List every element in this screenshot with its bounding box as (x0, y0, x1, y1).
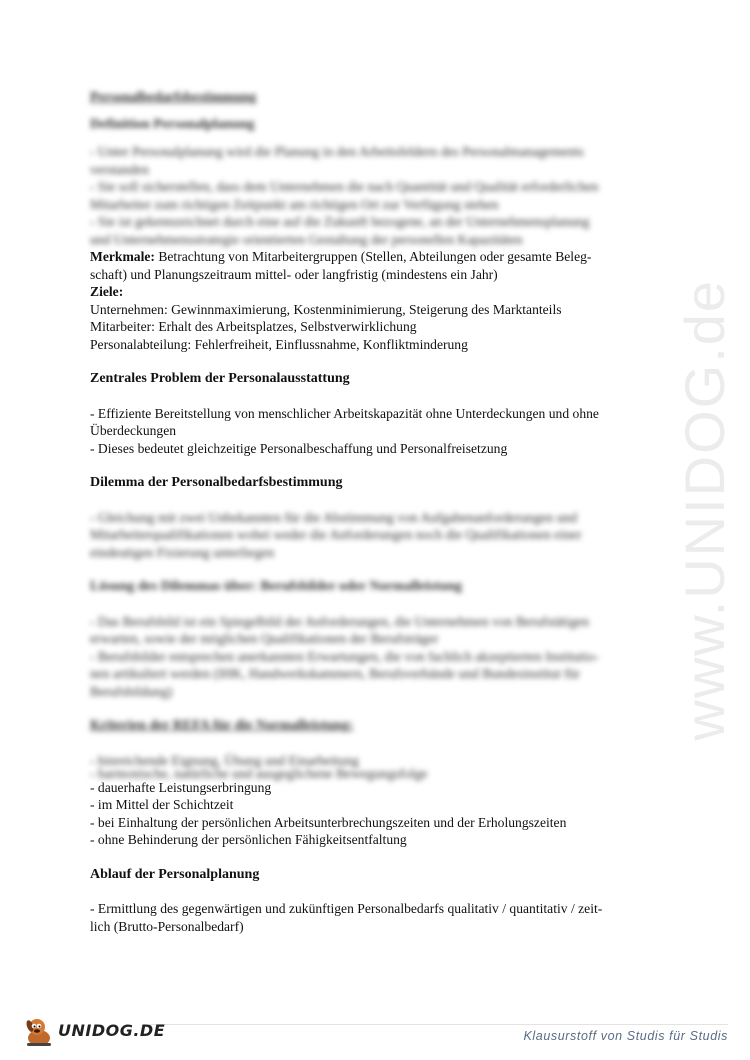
ziele-line: Unternehmen: Gewinnmaximierung, Kostenminimierung, Steigerung des Marktanteils (90, 301, 562, 317)
loesung-line: - Das Berufsbild ist ein Spiegelbild der Anforderungen, die Unternehmen von Berufstätigen (90, 613, 590, 629)
footer-divider (150, 1024, 728, 1025)
definition-line: verstanden (90, 161, 149, 177)
watermark-text: www.UNIDOG.de (673, 279, 737, 741)
logo-text: UNIDOG.DE (58, 1021, 166, 1041)
definition-line: Mitarbeiter zum richtigen Zeitpunkt am richtigen Ort zur Verfügung stehen (90, 196, 499, 212)
document-title: Personalbedarfsbestimmung (90, 89, 257, 104)
loesung-line: Berufsbildung) (90, 683, 173, 699)
dilemma-heading: Dilemma der Personalbedarfsbestimmung (90, 475, 343, 490)
kriterien-heading: Kriterien der REFA für die Normalleistung: (90, 718, 354, 733)
definition-line: und Unternehmensstrategie orientierten Gestaltung der personellen Kapazitäten (90, 231, 523, 247)
kriterien-line: - dauerhafte Leistungserbringung (90, 779, 272, 795)
dilemma-line: Mitarbeiterqualifikationen wobei weder die Anforderungen noch die Qualifikationen einer (90, 527, 582, 542)
definition-line: - Sie soll sicherstellen, dass dem Unternehmen die nach Quantität und Qualität erforderlichen (90, 179, 599, 194)
merkmale-label: Merkmale: (90, 249, 155, 264)
unidog-logo (22, 1014, 165, 1048)
definition-heading: Definition Personalplanung (90, 116, 255, 132)
problem-line: - Effiziente Bereitstellung von menschlicher Arbeitskapazität ohne Unterdeckungen und ohne (90, 405, 599, 421)
problem-line: - Dieses bedeutet gleichzeitige Personalbeschaffung und Personalfreisetzung (90, 440, 508, 456)
loesung-line: nen artikuliert werden (IHK, Handwerkskammern, Berufsverbände und Bundesinstitut für (90, 666, 580, 681)
footer (0, 1010, 750, 1060)
ablauf-line: lich (Brutto-Personalbedarf) (90, 918, 244, 934)
ziele-line: Personalabteilung: Fehlerfreiheit, Einflussnahme, Konfliktminderung (90, 336, 468, 352)
merkmale-text: Betrachtung von Mitarbeitergruppen (Stellen, Abteilungen oder gesamte Beleg- (154, 249, 592, 264)
merkmale-text: schaft) und Planungszeitraum mittel- oder langfristig (mindestens ein Jahr) (90, 266, 498, 282)
document-page (90, 88, 665, 935)
problem-heading: Zentrales Problem der Personalausstattung (90, 371, 350, 386)
ablauf-line: - Ermittlung des gegenwärtigen und zukünftigen Personalbedarfs qualitativ / quantitativ / zeit- (90, 901, 603, 916)
dog-mascot-icon (22, 1014, 56, 1048)
definition-line: - Unter Personalplanung wird die Planung in den Arbeitsfeldern des Personalmanagements (90, 144, 584, 159)
definition-line: - Sie ist gekennzeichnet durch eine auf die Zukunft bezogene, an der Unternehmensplanung (90, 214, 590, 229)
definition-block (90, 143, 665, 248)
footer-tagline: Klausurstoff von Studis für Studis (523, 1029, 728, 1043)
loesung-line: erwarten, sowie der möglichen Qualifikationen der Berufsträger (90, 631, 439, 646)
kriterien-line: - hinreichende Eignung, Übung und Einarbeitung (90, 752, 359, 768)
ablauf-heading: Ablauf der Personalplanung (90, 866, 260, 882)
loesung-line: - Berufsbilder entsprechen anerkannten Erwartungen, die von fachlich akzeptierten Institutio- (90, 648, 599, 664)
kriterien-line: - bei Einhaltung der persönlichen Arbeitsunterbrechungszeiten und der Erholungszeiten (90, 814, 567, 830)
kriterien-line: - ohne Behinderung der persönlichen Fähigkeitsentfaltung (90, 832, 407, 847)
loesung-heading: Lösung des Dilemmas über: Berufsbilder oder Normalleistung (90, 579, 463, 594)
kriterien-line: - harmonische, natürliche und ausgeglichene Bewegungsfolge (90, 766, 428, 781)
dilemma-line: - Gleichung mit zwei Unbekannten für die Abstimmung von Aufgabenanforderungen und (90, 509, 577, 525)
dilemma-line: eindeutigen Fixierung unterliegen (90, 544, 275, 560)
ziele-label: Ziele: (90, 284, 124, 299)
merkmale-paragraph (90, 248, 665, 283)
kriterien-line: - im Mittel der Schichtzeit (90, 797, 234, 812)
watermark (675, 280, 735, 740)
ziele-line: Mitarbeiter: Erhalt des Arbeitsplatzes, Selbstverwirklichung (90, 319, 417, 334)
problem-line: Überdeckungen (90, 423, 177, 438)
